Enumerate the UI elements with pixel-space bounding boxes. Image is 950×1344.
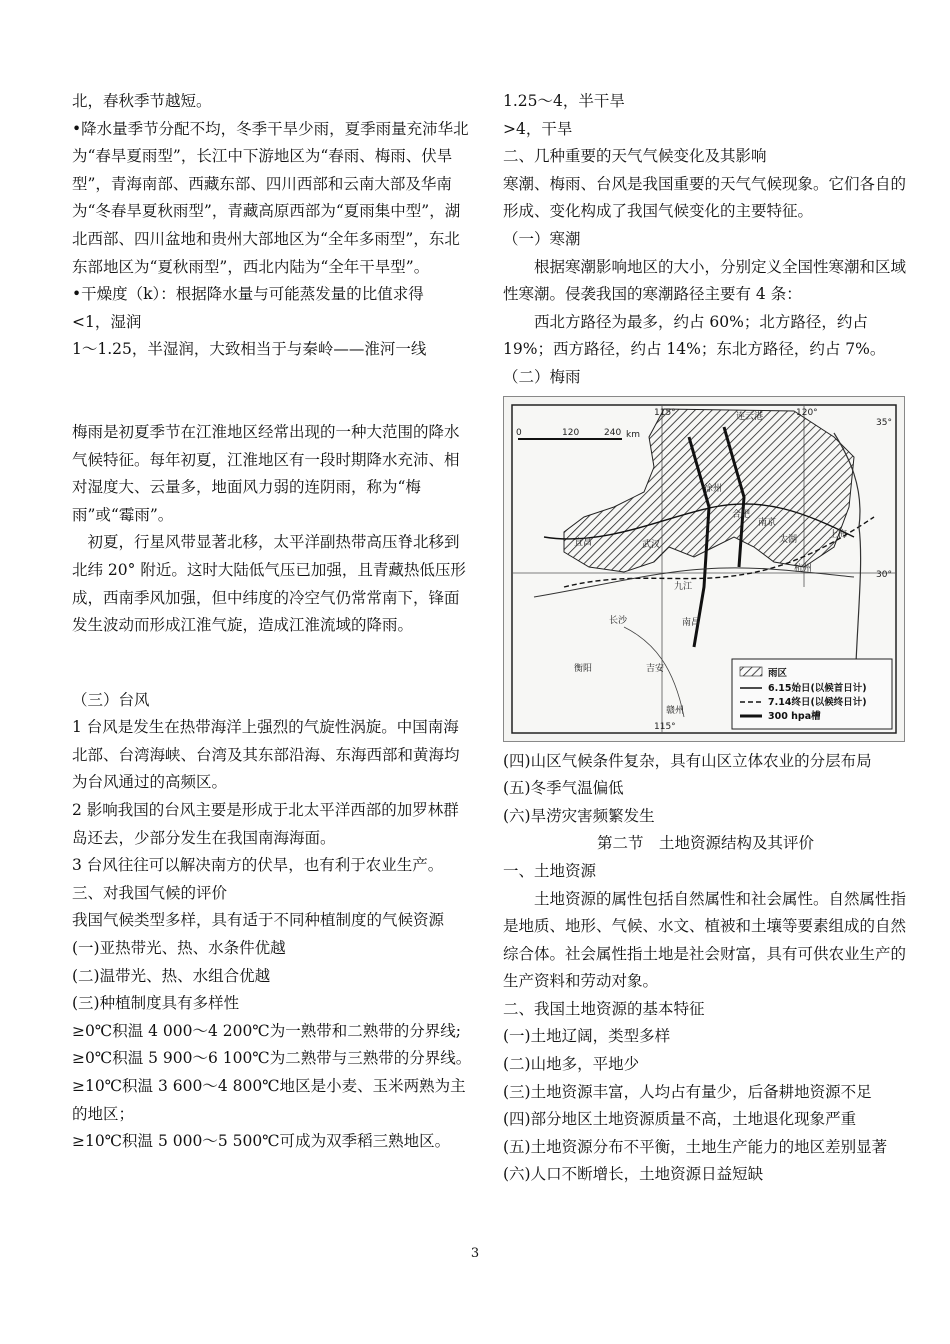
paragraph: 1～1.25，半湿润，大致相当于与秦岭——淮河一线 (72, 340, 427, 359)
left-column (72, 88, 472, 1156)
legend-rain-swatch (740, 667, 762, 676)
legend-label: 雨区 (768, 667, 788, 679)
paragraph: ≥0℃积温 5 900～6 100℃为二熟带与三熟带的分界线。 (72, 1049, 472, 1068)
paragraph: (四)山区气候条件复杂，具有山区立体农业的分层布局 (503, 751, 872, 770)
spacer (72, 364, 472, 419)
paragraph: 寒潮、梅雨、台风是我国重要的天气气候现象。它们各自的形成、变化构成了我国气候变化的主要特征。 (503, 174, 907, 221)
paragraph: 我国气候类型多样，具有适于不同种植制度的气候资源 (72, 911, 445, 930)
city-label: 合肥 (732, 509, 751, 520)
paragraph: >4，干旱 (503, 119, 573, 138)
paragraph: (四)部分地区土地资源质量不高，土地退化现象严重 (503, 1110, 857, 1129)
coord-label: 115° (654, 407, 676, 418)
paragraph: ≥0℃积温 4 000～4 200℃为一熟带和二熟带的分界线; (72, 1021, 461, 1040)
coord-label: 120° (796, 407, 818, 418)
city-label: 连云港 (736, 411, 764, 422)
paragraph: (二)温带光、热、水组合优越 (72, 966, 271, 985)
meiyu-map (504, 397, 904, 741)
meiyu-map-figure (503, 396, 905, 742)
paragraph: 根据寒潮影响地区的大小，分别定义全国性寒潮和区域性寒潮。侵袭我国的寒潮路径主要有 4 条： (503, 257, 907, 304)
legend-label: 6.15始日(以候首日计) (768, 682, 867, 694)
paragraph: 1 台风是发生在热带海洋上强烈的气旋性涡旋。中国南海北部、台湾海峡、台湾及其东部沿海、东海西部和黄海均为台风通过的高频区。 (72, 718, 460, 792)
paragraph: (三)土地资源丰富，人均占有量少，后备耕地资源不足 (503, 1082, 872, 1101)
city-label: 杭州 (794, 563, 813, 574)
city-label: 赣州 (666, 705, 685, 716)
paragraph: (六)人口不断增长，土地资源日益短缺 (503, 1165, 764, 1184)
coord-label: 35° (876, 417, 892, 428)
city-label: 衡阳 (574, 663, 593, 674)
paragraph: 3 台风往往可以解决南方的伏旱，也有利于农业生产。 (72, 856, 444, 875)
paragraph: 土地资源的属性包括自然属性和社会属性。自然属性指是地质、地形、气候、水文、植被和土壤等要素组成的自然综合体。社会属性指土地是社会财富，具有可供农业生产的生产资料和劳动对象。 (503, 889, 907, 991)
section-heading: 二、我国土地资源的基本特征 (503, 999, 705, 1018)
map-legend (732, 659, 892, 729)
paragraph: •干燥度（k）：根据降水量与可能蒸发量的比值求得 (72, 285, 424, 304)
city-label: 长沙 (609, 615, 628, 626)
coord-label: 115° (654, 721, 676, 732)
scale-unit: km (626, 429, 640, 440)
paragraph: 初夏，行星风带显著北移，太平洋副热带高压脊北移到北纬 20° 附近。这时大陆低气压已加强，且青藏热低压形成，西南季风加强，但中纬度的冷空气仍常常南下，锋面发生波动而形成江淮气旋，造成江淮流域的降雨。 (72, 533, 466, 635)
city-label: 吉安 (646, 663, 665, 674)
paragraph: <1，湿润 (72, 312, 142, 331)
coord-label: 30° (876, 569, 892, 580)
page-number: 3 (470, 1246, 480, 1261)
spacer (72, 640, 472, 687)
legend-label: 7.14终日(以候终日计) (768, 696, 867, 708)
section-heading: 一、土地资源 (503, 861, 597, 880)
city-label: 南京 (758, 517, 777, 528)
paragraph: •降水量季节分配不均，冬季干旱少雨，夏季雨量充沛华北为“春旱夏雨型”，长江中下游地区为“春雨、梅雨、伏旱型”，青海南部、西藏东部、四川西部和云南大部及华南为“冬春旱夏秋雨型”，青藏高原西部为“夏雨集中型”，湖北西部、四川盆地和贵州大部地区为“全年多雨型”，东北东部地区为“夏秋雨型”，西北内陆为“全年干旱型”。 (72, 119, 469, 276)
paragraph: 2 影响我国的台风主要是形成于北太平洋西部的加罗林群岛还去，少部分发生在我国南海海面。 (72, 801, 459, 847)
section-heading: 二、几种重要的天气气候变化及其影响 (503, 147, 767, 166)
chapter-heading: 第二节 土地资源结构及其评价 (596, 834, 814, 853)
scale-label: 120 (562, 427, 580, 438)
paragraph: ≥10℃积温 5 000～5 500℃可成为双季稻三熟地区。 (72, 1132, 451, 1151)
scale-label: 240 (604, 427, 622, 438)
section-heading: （三）台风 (72, 690, 150, 709)
subsection-heading: （二）梅雨 (503, 367, 581, 386)
paragraph: ≥10℃积温 3 600～4 800℃地区是小麦、玉米两熟为主的地区； (72, 1077, 466, 1123)
paragraph: (三)种植制度具有多样性 (72, 994, 240, 1013)
paragraph: 西北方路径为最多，约占 60%；北方路径，约占 19%；西方路径，约占 14%；东北方路径，约占 7%。 (503, 312, 886, 359)
paragraph: (六)旱涝灾害频繁发生 (503, 806, 655, 825)
city-label: 徐州 (704, 483, 723, 494)
scale-label: 0 (516, 427, 522, 438)
legend-label: 300 hpa槽 (768, 710, 821, 722)
section-heading: 三、对我国气候的评价 (72, 883, 228, 902)
subsection-heading: （一）寒潮 (503, 229, 581, 248)
city-label: 武汉 (642, 539, 661, 550)
right-column (503, 88, 908, 1189)
city-label: 南昌 (682, 617, 701, 628)
paragraph: 北，春秋季节越短。 (72, 92, 212, 110)
paragraph: 1.25～4，半干旱 (503, 92, 625, 110)
paragraph: (五)冬季气温偏低 (503, 779, 624, 798)
paragraph: (一)土地辽阔，类型多样 (503, 1027, 671, 1046)
paragraph: (一)亚热带光、热、水条件优越 (72, 939, 286, 958)
paragraph: (五)土地资源分布不平衡，土地生产能力的地区差别显著 (503, 1137, 888, 1156)
paragraph: (二)山地多，平地少 (503, 1055, 640, 1074)
city-label: 太湖 (779, 534, 798, 545)
city-label: 上海 (829, 529, 848, 540)
city-label: 宜昌 (574, 537, 593, 548)
city-label: 九江 (674, 581, 693, 592)
paragraph: 梅雨是初夏季节在江淮地区经常出现的一种大范围的降水气候特征。每年初夏，江淮地区有一段时期降水充沛、相对湿度大、云量多，地面风力弱的连阴雨，称为“梅雨”或“霉雨”。 (72, 422, 460, 524)
